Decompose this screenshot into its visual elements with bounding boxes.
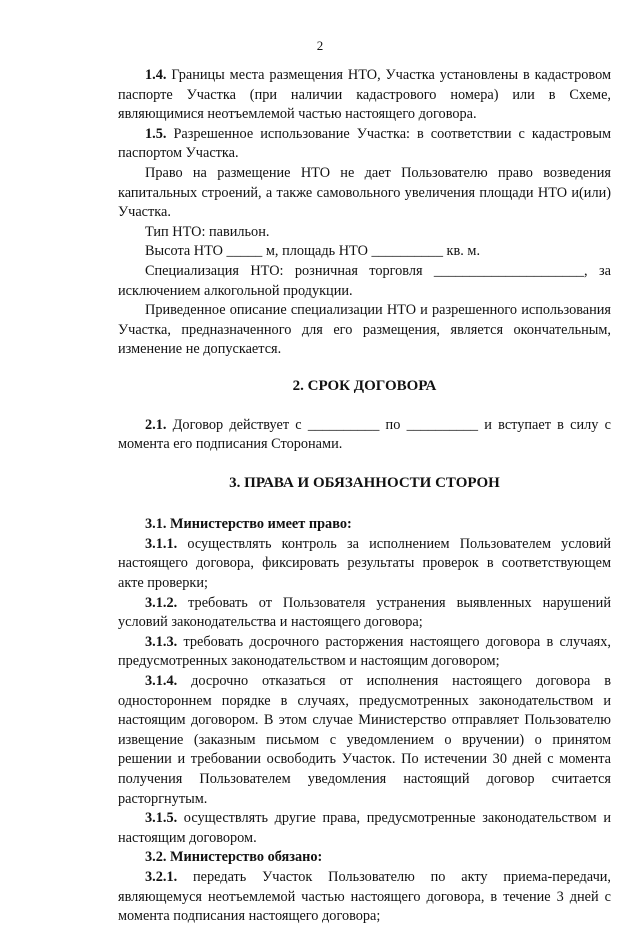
clause-text: Разрешенное использование Участка: в соответствии с кадастровым паспортом Участка. <box>118 125 611 162</box>
clause-number: 3.1.4. <box>145 673 178 690</box>
clause-number: 3.1.1. <box>145 535 178 552</box>
paragraph-right: Право на размещение НТО не дает Пользователю право возведения капитальных строений, а также самовольного увеличения площади НТО и(или) Участка. <box>118 164 611 221</box>
clause-3-1-2 <box>118 594 611 633</box>
clause-2-1 <box>118 416 611 455</box>
page-number: 2 <box>316 38 324 53</box>
clause-3-2-1 <box>118 868 611 927</box>
clause-number: 2.1. <box>145 416 167 433</box>
clause-text: требовать досрочного расторжения настоящего договора в случаях, предусмотренных законодательством и настоящим договором; <box>118 633 611 670</box>
clause-number: 3.1.3. <box>145 633 178 650</box>
section-2-title: 2. СРОК ДОГОВОРА <box>292 377 437 394</box>
clause-3-1-4 <box>118 672 611 809</box>
paragraph-description: Приведенное описание специализации НТО и разрешенного использования Участка, предназначенного для его размещения, является окончательным, изменение не допускается. <box>118 302 611 358</box>
clause-3-1-5 <box>118 809 611 848</box>
clause-number: 3.1.2. <box>145 594 178 611</box>
paragraph-nto-height: Высота НТО _____ м, площадь НТО __________ кв. м. <box>145 243 481 260</box>
clause-number: 1.5. <box>145 125 167 142</box>
subsection-3-1-title: 3.1. Министерство имеет право: <box>145 516 352 533</box>
paragraph-nto-type: Тип НТО: павильон. <box>145 223 270 240</box>
clause-1-4 <box>118 66 611 125</box>
subsection-3-2-title: 3.2. Министерство обязано: <box>145 849 323 866</box>
clause-number: 3.1.5. <box>145 810 178 827</box>
clause-text: требовать от Пользователя устранения выявленных нарушений условий законодательства и настоящего договора; <box>118 594 611 631</box>
clause-number: 1.4. <box>145 67 167 83</box>
clause-text: осуществлять другие права, предусмотренные законодательством и настоящим договором. <box>118 810 611 846</box>
clause-3-1-3 <box>118 633 611 672</box>
clause-3-1-1 <box>118 535 611 594</box>
clause-text: передать Участок Пользователю по акту приема-передачи, являющемуся неотъемлемой частью настоящего договора, в течение 3 дней с момента подписания настоящего договора; <box>118 868 611 925</box>
clause-text: Договор действует с __________ по __________ и вступает в силу с момента его подписания Сторонами. <box>118 416 611 453</box>
clause-text: досрочно отказаться от исполнения настоящего договора в одностороннем порядке в случаях, предусмотренных законодательством и настоящим договором. В этом случае Министерство отправляет Пользователю извещение (заказным письмом с уведомлением о вручении) о принятом решении и требовании освободить Участок. По истечении 30 дней с момента получения Пользователем уведомления настоящий договор считается расторгнутым. <box>118 673 611 807</box>
clause-1-5 <box>118 125 611 164</box>
section-3-title: 3. ПРАВА И ОБЯЗАННОСТИ СТОРОН <box>229 474 500 491</box>
clause-text: Границы места размещения НТО, Участка установлены в кадастровом паспорте Участка (при наличии кадастрового номера) или в Схеме, являющимися неотъемлемой частью настоящего договора. <box>118 67 611 123</box>
clause-text: осуществлять контроль за исполнением Пользователем условий настоящего договора, фиксировать результаты проверок в соответствующем акте проверки; <box>118 535 611 592</box>
paragraph-nto-specialization: Специализация НТО: розничная торговля _____________________, за исключением алкогольной продукции. <box>118 262 611 299</box>
clause-number: 3.2.1. <box>145 868 178 885</box>
document-body <box>118 66 611 927</box>
